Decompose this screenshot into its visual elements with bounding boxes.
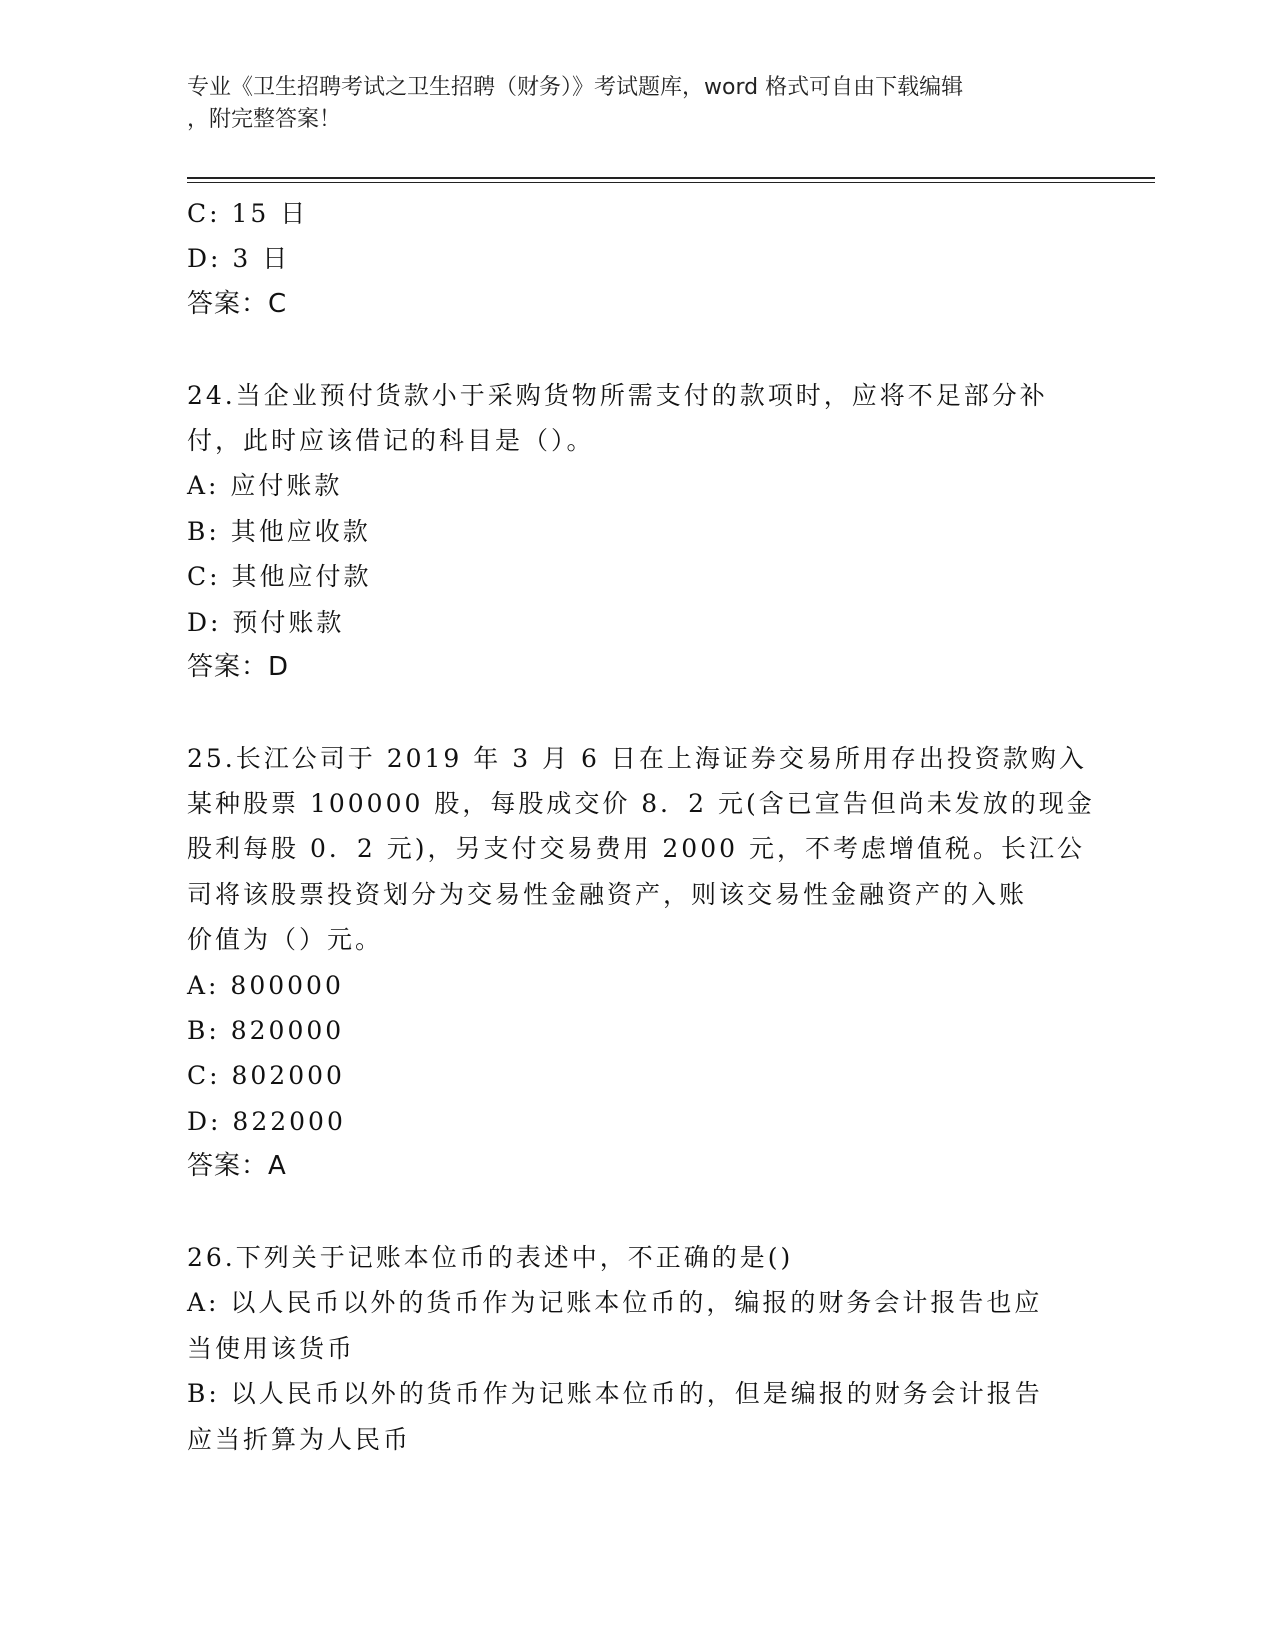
q24-option-b: B: 其他应收款 <box>187 516 371 546</box>
q26-option-a-line-1: A: 以人民币以外的货币作为记账本位币的，编报的财务会计报告也应 <box>187 1288 1043 1318</box>
q24-option-a: A: 应付账款 <box>187 471 343 501</box>
question-gap <box>187 1190 1087 1235</box>
q26-stem: 26.下列关于记账本位币的表述中，不正确的是() <box>187 1242 794 1272</box>
q26-option-b-line-2: 应当折算为人民币 <box>187 1424 412 1454</box>
q25-stem-line-4: 司将该股票投资划分为交易性金融资产，则该交易性金融资产的入账 <box>187 879 1028 909</box>
q25-answer: 答案：A <box>187 1151 287 1182</box>
q24-option-c: C: 其他应付款 <box>187 562 372 592</box>
q23-answer: 答案：C <box>187 288 288 319</box>
q25-option-d: D: 822000 <box>187 1106 346 1136</box>
q25-option-a: A: 800000 <box>187 970 344 1000</box>
header-line-2: ，附完整答案！ <box>187 107 342 132</box>
q24-stem-line-1: 24.当企业预付货款小于采购货物所需支付的款项时，应将不足部分补 <box>187 380 1048 410</box>
q24-answer: 答案：D <box>187 651 290 682</box>
header-divider-thin <box>187 182 1155 183</box>
q25-stem-line-3: 股利每股 0．2 元)，另支付交易费用 2000 元，不考虑增值税。长江公 <box>187 834 1085 864</box>
question-gap <box>187 690 1087 735</box>
q25-option-c: C: 802000 <box>187 1061 345 1091</box>
q25-stem-line-5: 价值为（）元。 <box>187 925 384 955</box>
question-content <box>187 191 1095 1462</box>
q25-stem-line-2: 某种股票 100000 股，每股成交价 8．2 元(含已宣告但尚未发放的现金 <box>187 789 1095 819</box>
q25-stem-line-1: 25.长江公司于 2019 年 3 月 6 日在上海证券交易所用存出投资款购入 <box>187 743 1087 773</box>
header-divider-thick <box>187 177 1155 179</box>
q23-option-d: D: 3 日 <box>187 244 291 274</box>
header-line-1: 专业《卫生招聘考试之卫生招聘（财务）》考试题库，word 格式可自由下载编辑 <box>187 75 964 100</box>
question-gap <box>187 327 1087 372</box>
q23-option-c: C: 15 日 <box>187 199 309 228</box>
q25-option-b: B: 820000 <box>187 1016 345 1046</box>
q24-option-d: D: 预付账款 <box>187 607 345 637</box>
document-header <box>187 72 1067 136</box>
q26-option-b-line-1: B: 以人民币以外的货币作为记账本位币的，但是编报的财务会计报告 <box>187 1379 1043 1409</box>
q26-option-a-line-2: 当使用该货币 <box>187 1333 356 1363</box>
q24-stem-line-2: 付，此时应该借记的科目是（）。 <box>187 425 595 455</box>
